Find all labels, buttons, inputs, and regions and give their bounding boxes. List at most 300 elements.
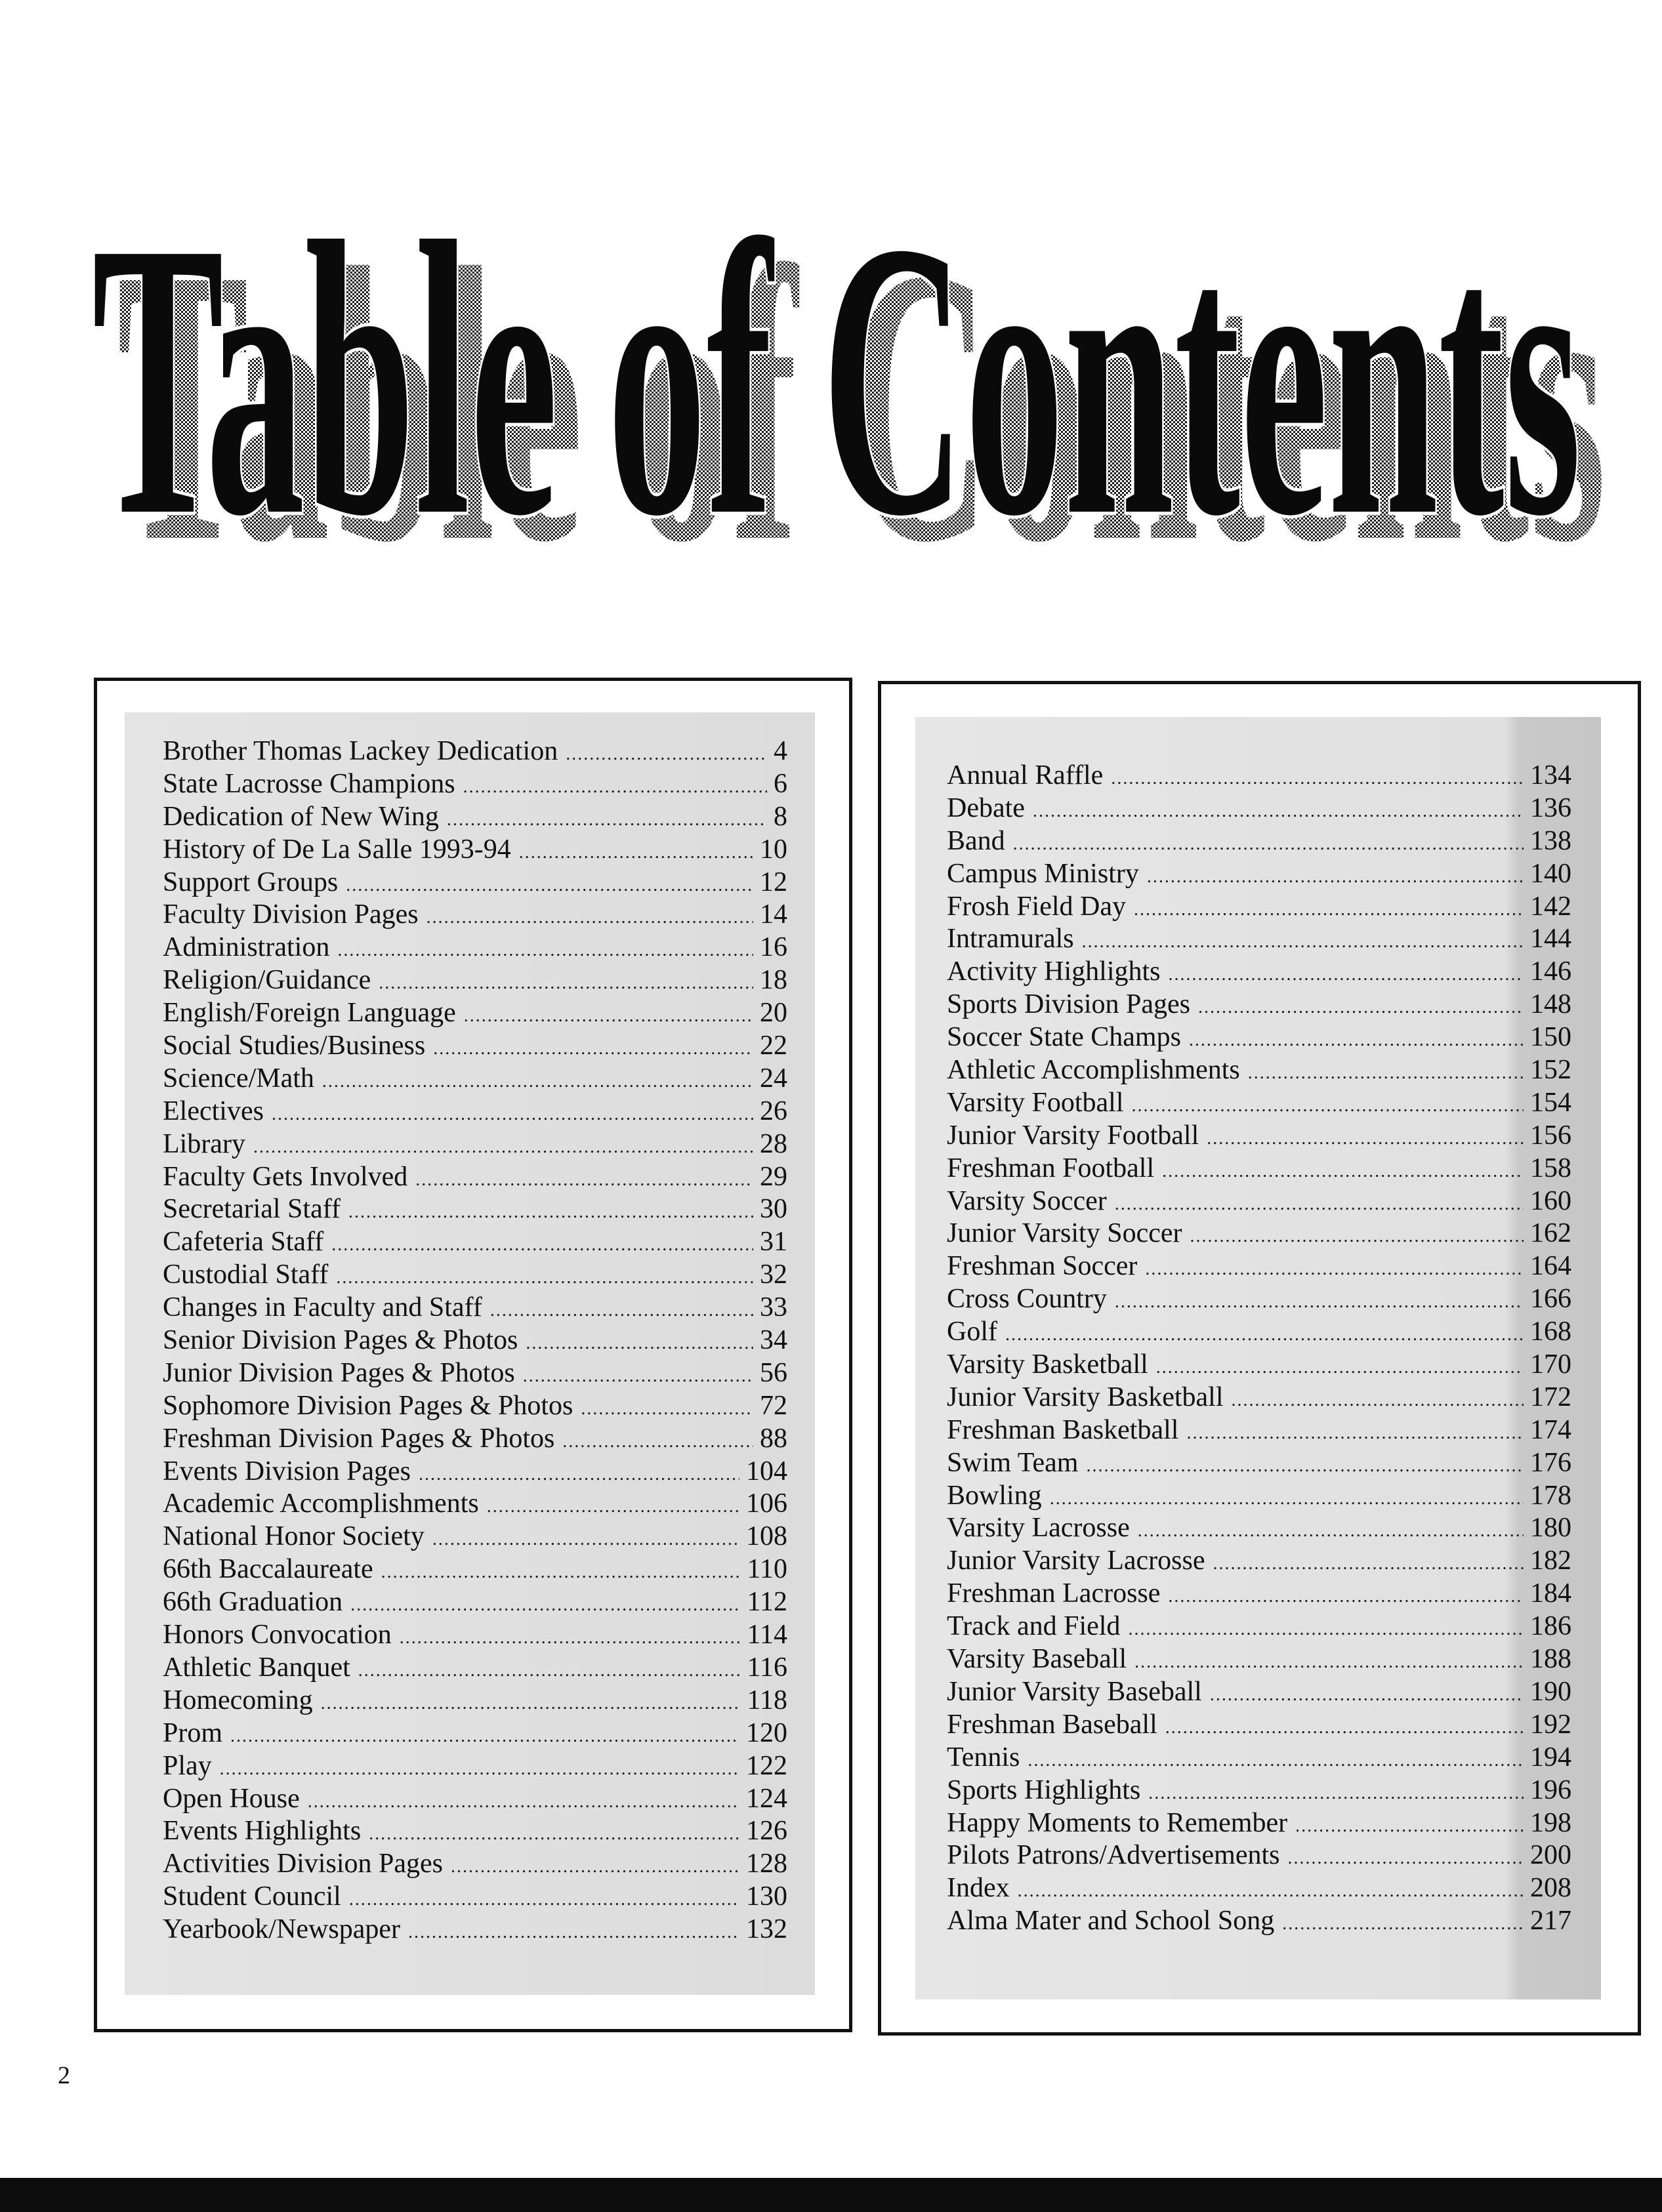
toc-entry-title: Events Highlights [163,1816,362,1847]
toc-entry-title: Academic Accomplishments [163,1488,479,1519]
toc-entry-page: 26 [760,1096,787,1126]
toc-entry [163,1553,787,1586]
toc-entry-title: Faculty Division Pages [163,899,419,930]
toc-entry-title: Science/Math [163,1063,314,1094]
toc-entry [163,997,787,1030]
toc-entry-title: Religion/Guidance [163,965,371,996]
toc-entry-title: Yearbook/Newspaper [163,1914,400,1945]
toc-entry-title: Tennis [947,1742,1020,1772]
toc-entry [163,1717,787,1750]
toc-entry-title: Sports Highlights [947,1774,1141,1805]
toc-entry [947,1643,1571,1676]
toc-entry [163,1423,787,1456]
toc-entry [163,964,787,997]
dot-leader [408,1916,739,1949]
dot-leader [433,1033,753,1065]
contents-box-right [878,681,1641,2036]
toc-entry-page: 198 [1530,1807,1571,1838]
toc-entry [947,825,1571,858]
toc-entry-page: 126 [746,1816,787,1847]
toc-entry [163,1193,787,1226]
toc-entry [163,1226,787,1259]
dot-leader [426,901,753,934]
dot-leader [1145,1253,1524,1286]
toc-entry [163,932,787,964]
toc-entry [163,1914,787,1946]
toc-entry [163,1161,787,1194]
toc-entry [947,1382,1571,1414]
toc-entry-page: 108 [746,1521,787,1552]
dot-leader [451,1851,739,1883]
toc-entry [163,1652,787,1685]
dot-leader [1013,828,1524,861]
toc-entry-title: Faculty Gets Involved [163,1161,408,1192]
toc-entry-page: 138 [1530,825,1571,856]
toc-entry-page: 32 [760,1260,787,1290]
dot-leader [432,1523,739,1556]
toc-entry-page: 8 [774,801,787,832]
dot-leader [1162,1155,1524,1188]
dot-leader [1213,1547,1524,1580]
dot-leader [337,934,753,967]
toc-entry [163,1586,787,1619]
toc-entry-title: Junior Varsity Lacrosse [947,1546,1205,1576]
toc-entry-title: Prom [163,1717,223,1748]
dot-leader [349,1883,739,1916]
toc-entry-page: 34 [760,1325,787,1356]
toc-entry-title: Social Studies/Business [163,1031,426,1061]
toc-entry-title: Sports Division Pages [947,989,1191,1020]
toc-entry-page: 146 [1530,956,1571,987]
dot-leader [1198,991,1524,1024]
dot-leader [581,1393,753,1425]
toc-entry-title: Honors Convocation [163,1620,392,1650]
toc-entry-title: Track and Field [947,1611,1121,1642]
toc-entry-title: Varsity Baseball [947,1644,1127,1675]
toc-entry-page: 164 [1530,1251,1571,1282]
dot-leader [1028,1744,1524,1777]
toc-entry [947,1054,1571,1087]
dot-leader [1086,1450,1524,1483]
toc-entry-title: Freshman Basketball [947,1414,1179,1445]
toc-entry [947,989,1571,1021]
dot-leader [1148,1777,1524,1810]
toc-entry-page: 186 [1530,1611,1571,1642]
toc-entry [947,1676,1571,1709]
toc-entry-page: 162 [1530,1218,1571,1249]
toc-entry-title: Freshman Baseball [947,1709,1157,1740]
dot-leader [1018,1875,1524,1908]
toc-entry-title: Junior Varsity Football [947,1120,1199,1151]
dot-leader [1005,1319,1524,1351]
toc-entry-title: Alma Mater and School Song [947,1906,1275,1936]
toc-entry-page: 14 [760,899,787,930]
toc-entry [163,1357,787,1390]
title-text: Table of Contents [92,161,1581,597]
toc-entry [947,1480,1571,1513]
toc-entry [947,1414,1571,1447]
toc-entry-page: 154 [1530,1087,1571,1118]
dot-leader [369,1818,739,1851]
toc-list-right [947,760,1571,1938]
dot-leader [1232,1384,1524,1417]
toc-entry-title: Sophomore Division Pages & Photos [163,1390,573,1421]
toc-entry-page: 24 [760,1063,787,1094]
toc-entry-title: Support Groups [163,867,339,897]
toc-entry-page: 152 [1530,1055,1571,1086]
toc-entry-page: 33 [760,1292,787,1323]
toc-entry [947,760,1571,792]
toc-entry-title: Electives [163,1096,264,1126]
toc-entry-page: 180 [1530,1513,1571,1544]
toc-entry [163,1848,787,1881]
toc-entry [947,956,1571,989]
dot-leader [1210,1679,1524,1711]
title-shadow: Table of Contents [117,187,1606,623]
toc-entry-page: 104 [746,1456,787,1486]
dot-leader [1207,1122,1524,1155]
toc-entry-page: 122 [746,1750,787,1781]
toc-entry-title: Intramurals [947,924,1074,954]
toc-entry-title: National Honor Society [163,1521,425,1552]
toc-entry [947,1545,1571,1578]
toc-entry [947,1512,1571,1545]
toc-entry [163,1096,787,1128]
toc-entry-page: 166 [1530,1284,1571,1315]
toc-entry [163,1292,787,1324]
toc-entry-title: Happy Moments to Remember [947,1807,1288,1838]
toc-entry-page: 176 [1530,1447,1571,1478]
toc-entry [163,1815,787,1848]
dot-leader [566,738,767,771]
toc-entry [947,1153,1571,1185]
toc-entry-title: Junior Division Pages & Photos [163,1357,515,1388]
toc-entry-title: Bowling [947,1480,1042,1511]
toc-entry-title: Varsity Soccer [947,1185,1107,1216]
scan-bottom-edge [0,2178,1662,2212]
dot-leader [1134,893,1524,926]
toc-entry [947,1447,1571,1480]
toc-entry-page: 112 [747,1587,787,1618]
toc-entry [163,1619,787,1652]
toc-entry-page: 72 [760,1390,787,1421]
toc-entry-title: Activities Division Pages [163,1849,443,1879]
dot-leader [523,1360,753,1393]
toc-entry-title: Varsity Football [947,1087,1124,1118]
toc-entry [163,1521,787,1553]
toc-entry-page: 192 [1530,1709,1571,1740]
toc-entry [947,891,1571,924]
toc-entry-title: Custodial Staff [163,1260,329,1290]
dot-leader [464,1000,753,1033]
toc-entry [947,792,1571,825]
toc-entry [163,834,787,867]
toc-entry-page: 118 [747,1685,787,1715]
dot-leader [322,1065,753,1098]
toc-entry-title: Freshman Soccer [947,1251,1138,1282]
toc-entry-page: 142 [1530,891,1571,922]
toc-entry-page: 16 [760,932,787,963]
toc-entry [947,1905,1571,1938]
toc-entry-page: 190 [1530,1676,1571,1707]
toc-entry [947,1120,1571,1153]
toc-entry-page: 120 [746,1717,787,1748]
toc-entry-page: 22 [760,1031,787,1061]
dot-leader [1147,861,1524,893]
toc-entry-page: 182 [1530,1546,1571,1576]
toc-entry-page: 140 [1530,858,1571,889]
toc-entry-page: 29 [760,1161,787,1192]
dot-leader [490,1294,753,1327]
toc-entry-page: 144 [1530,924,1571,954]
toc-entry-page: 184 [1530,1578,1571,1609]
toc-entry-page: 31 [760,1227,787,1258]
dot-leader [400,1622,741,1654]
dot-leader [447,804,767,836]
toc-entry-title: Freshman Division Pages & Photos [163,1423,555,1454]
toc-entry-title: Secretarial Staff [163,1194,341,1225]
toc-entry-title: Play [163,1750,212,1781]
page-number: 2 [58,2062,70,2089]
dot-leader [346,869,753,902]
toc-entry-title: Golf [947,1317,997,1347]
toc-entry [163,1783,787,1816]
dot-leader [1138,1515,1524,1547]
dot-leader [348,1196,753,1229]
toc-entry-page: 106 [746,1488,787,1519]
dot-leader [1186,1417,1524,1450]
dot-leader [350,1589,740,1622]
toc-entry [947,1839,1571,1872]
toc-entry [947,1283,1571,1316]
toc-entry-page: 172 [1530,1382,1571,1412]
dot-leader [487,1490,739,1523]
toc-entry-title: State Lacrosse Champions [163,768,455,799]
toc-entry-title: English/Foreign Language [163,998,456,1029]
dot-leader [1288,1842,1524,1875]
toc-entry-page: 170 [1530,1349,1571,1380]
toc-entry-page: 134 [1530,760,1571,790]
toc-entry [163,1685,787,1717]
dot-leader [415,1164,753,1197]
toc-entry-page: 158 [1530,1153,1571,1183]
dot-leader [1168,1580,1524,1613]
dot-leader [230,1720,739,1753]
dot-leader [1165,1711,1524,1744]
toc-entry-page: 116 [747,1652,787,1683]
toc-entry [163,1030,787,1063]
toc-entry-page: 168 [1530,1317,1571,1347]
dot-leader [419,1458,739,1491]
toc-entry-title: Junior Varsity Basketball [947,1382,1224,1412]
toc-entry [947,1872,1571,1905]
title-graphic [79,39,1640,669]
dot-leader [272,1098,753,1131]
toc-entry-page: 174 [1530,1414,1571,1445]
dot-leader [253,1131,753,1164]
toc-entry-page: 88 [760,1423,787,1454]
toc-entry-title: Brother Thomas Lackey Dedication [163,736,558,766]
toc-entry-title: Junior Varsity Baseball [947,1676,1202,1707]
toc-entry [163,735,787,768]
toc-entry-title: Dedication of New Wing [163,801,439,832]
dot-leader [1128,1613,1524,1646]
toc-entry [947,1709,1571,1742]
toc-list-left [163,735,787,1946]
dot-leader [519,836,753,869]
toc-entry-page: 148 [1530,989,1571,1020]
toc-entry-page: 217 [1530,1906,1571,1936]
toc-entry-title: Freshman Lacrosse [947,1578,1161,1609]
dot-leader [562,1425,753,1458]
dot-leader [1248,1057,1524,1090]
toc-entry-page: 156 [1530,1120,1571,1151]
toc-entry-page: 200 [1530,1840,1571,1871]
dot-leader [220,1753,739,1786]
toc-entry [163,1128,787,1161]
toc-entry [947,1087,1571,1120]
toc-entry-page: 12 [760,867,787,897]
toc-entry-title: Annual Raffle [947,760,1104,790]
toc-entry [947,1218,1571,1250]
dot-leader [1115,1188,1524,1221]
toc-entry [947,1742,1571,1774]
toc-entry-title: Debate [947,792,1025,823]
toc-entry-page: 178 [1530,1480,1571,1511]
toc-entry [947,1316,1571,1349]
toc-entry [947,858,1571,891]
toc-entry-title: Homecoming [163,1685,313,1715]
toc-entry-page: 124 [746,1783,787,1814]
toc-entry [163,768,787,801]
toc-entry [163,801,787,834]
dot-leader [1169,958,1524,991]
toc-entry-title: Campus Ministry [947,858,1139,889]
toc-entry-title: Swim Team [947,1447,1079,1478]
toc-entry-page: 4 [774,736,787,766]
toc-entry-page: 6 [774,768,787,799]
toc-entry [163,1063,787,1096]
toc-entry [163,1750,787,1783]
toc-entry [163,1324,787,1357]
dot-leader [1033,795,1524,828]
toc-entry-page: 30 [760,1194,787,1225]
toc-entry-page: 136 [1530,792,1571,823]
toc-entry-page: 150 [1530,1022,1571,1053]
toc-entry [947,1250,1571,1283]
toc-entry-title: Soccer State Champs [947,1022,1181,1053]
dot-leader [1115,1286,1524,1319]
page-title [79,39,1640,669]
dot-leader [321,1687,741,1720]
dot-leader [381,1556,741,1589]
dot-leader [358,1654,741,1687]
toc-entry-title: Administration [163,932,330,963]
toc-entry-page: 128 [746,1849,787,1879]
toc-entry [947,1774,1571,1807]
toc-entry-title: 66th Graduation [163,1587,343,1618]
toc-entry-title: Open House [163,1783,300,1814]
dot-leader [1082,926,1524,958]
toc-entry-title: Athletic Accomplishments [947,1055,1240,1086]
toc-entry-title: Library [163,1128,245,1159]
toc-entry-page: 188 [1530,1644,1571,1675]
toc-entry-page: 130 [746,1881,787,1912]
dot-leader [1132,1090,1524,1122]
dot-leader [1156,1351,1524,1384]
toc-entry [947,1021,1571,1054]
dot-leader [1295,1810,1524,1843]
dot-leader [308,1786,739,1818]
toc-entry-title: History of De La Salle 1993-94 [163,834,511,865]
toc-entry-title: Student Council [163,1881,341,1912]
toc-entry-title: Junior Varsity Soccer [947,1218,1182,1249]
toc-entry-title: Varsity Lacrosse [947,1513,1130,1544]
toc-entry-page: 18 [760,965,787,996]
toc-entry-page: 132 [746,1914,787,1945]
toc-entry-title: 66th Baccalaureate [163,1554,373,1585]
toc-entry-title: Pilots Patrons/Advertisements [947,1840,1280,1871]
toc-entry [947,1610,1571,1643]
toc-entry [163,1456,787,1488]
toc-entry [163,1390,787,1423]
toc-entry-title: Activity Highlights [947,956,1161,987]
toc-entry-title: Senior Division Pages & Photos [163,1325,518,1356]
dot-leader [1190,1220,1524,1253]
dot-leader [526,1327,753,1360]
toc-entry [947,1578,1571,1610]
dot-leader [1282,1908,1524,1940]
toc-entry-title: Cafeteria Staff [163,1227,324,1258]
toc-entry [947,1807,1571,1840]
dot-leader [1111,762,1524,795]
contents-box-left [94,678,852,2032]
toc-entry-page: 196 [1530,1774,1571,1805]
toc-entry [163,867,787,899]
toc-entry-title: Band [947,825,1005,856]
toc-entry [947,1349,1571,1382]
dot-leader [1134,1646,1524,1679]
toc-entry-title: Cross Country [947,1284,1107,1315]
dot-leader [336,1261,753,1294]
toc-entry [163,1488,787,1521]
toc-entry [947,923,1571,956]
toc-entry-page: 208 [1530,1873,1571,1904]
toc-entry-title: Events Division Pages [163,1456,411,1486]
toc-entry-page: 114 [747,1620,787,1650]
toc-entry-page: 10 [760,834,787,865]
dot-leader [1189,1024,1524,1057]
dot-leader [331,1229,753,1261]
toc-entry [163,899,787,932]
dot-leader [1050,1483,1524,1515]
toc-entry-title: Index [947,1873,1010,1904]
toc-entry-title: Varsity Basketball [947,1349,1148,1380]
toc-entry-title: Athletic Banquet [163,1652,350,1683]
toc-entry-page: 20 [760,998,787,1029]
toc-entry-page: 56 [760,1357,787,1388]
dot-leader [379,967,753,1000]
toc-entry-title: Changes in Faculty and Staff [163,1292,482,1323]
toc-entry-page: 110 [747,1554,787,1585]
dot-leader [463,771,767,804]
toc-entry-page: 28 [760,1128,787,1159]
toc-entry-page: 160 [1530,1185,1571,1216]
toc-entry [947,1185,1571,1218]
toc-entry [163,1259,787,1292]
toc-entry [163,1881,787,1914]
toc-entry-title: Freshman Football [947,1153,1155,1183]
